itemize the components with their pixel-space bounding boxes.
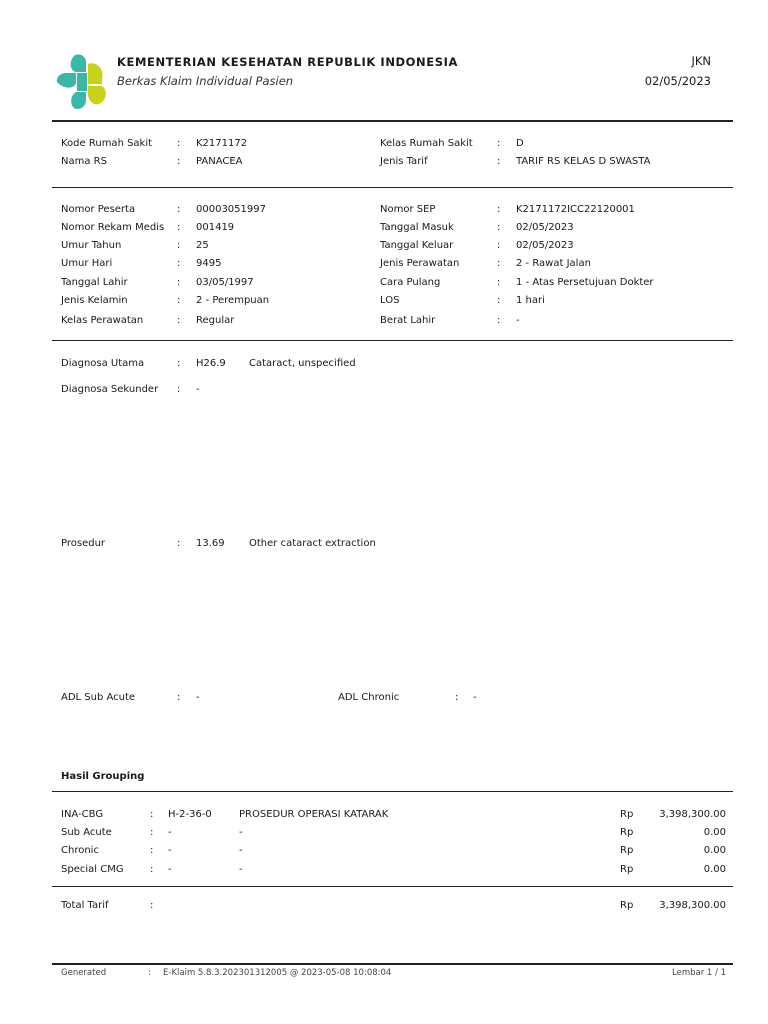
field-value: - bbox=[516, 315, 520, 326]
grouping-row-desc: - bbox=[239, 864, 243, 875]
grouping-row-amount: 0.00 bbox=[703, 864, 726, 875]
grouping-row-code: H-2-36-0 bbox=[168, 809, 212, 820]
colon: : bbox=[497, 295, 501, 306]
adl-chronic-label: ADL Chronic bbox=[338, 692, 400, 703]
total-tarif-amount: 3,398,300.00 bbox=[659, 900, 726, 911]
field-label: Nomor SEP bbox=[380, 204, 436, 215]
logo-leaf-bottom-teal bbox=[71, 92, 86, 109]
field-value: TARIF RS KELAS D SWASTA bbox=[516, 156, 651, 167]
patient-divider bbox=[52, 340, 733, 341]
colon: : bbox=[177, 138, 181, 149]
field-label: Jenis Tarif bbox=[380, 156, 428, 167]
footer-page-number: Lembar 1 / 1 bbox=[672, 968, 726, 978]
document-subtitle: Berkas Klaim Individual Pasien bbox=[117, 74, 294, 88]
colon: : bbox=[497, 277, 501, 288]
colon: : bbox=[497, 204, 501, 215]
grouping-row-code: - bbox=[168, 864, 172, 875]
grouping-row-currency: Rp bbox=[620, 809, 634, 820]
footer-divider bbox=[52, 963, 733, 965]
grouping-row-currency: Rp bbox=[620, 827, 634, 838]
grouping-row-code: - bbox=[168, 845, 172, 856]
colon: : bbox=[497, 240, 501, 251]
field-value: 03/05/1997 bbox=[196, 277, 254, 288]
prosedur-code: 13.69 bbox=[196, 538, 225, 549]
field-value: K2171172ICC22120001 bbox=[516, 204, 635, 215]
diagnosa-utama-desc: Cataract, unspecified bbox=[249, 358, 356, 369]
field-label: Umur Tahun bbox=[61, 240, 122, 251]
prosedur-desc: Other cataract extraction bbox=[249, 538, 376, 549]
field-value: 1 - Atas Persetujuan Dokter bbox=[516, 277, 654, 288]
field-label: Jenis Kelamin bbox=[61, 295, 128, 306]
grouping-row-desc: - bbox=[239, 827, 243, 838]
field-value: PANACEA bbox=[196, 156, 243, 167]
document-title: KEMENTERIAN KESEHATAN REPUBLIK INDONESIA bbox=[117, 55, 459, 69]
field-value: 2 - Rawat Jalan bbox=[516, 258, 591, 269]
field-label: Kode Rumah Sakit bbox=[61, 138, 153, 149]
grouping-row-desc: PROSEDUR OPERASI KATARAK bbox=[239, 809, 389, 820]
field-label: Nomor Rekam Medis bbox=[61, 222, 165, 233]
kemenkes-logo bbox=[55, 52, 111, 112]
field-label: Tanggal Keluar bbox=[380, 240, 454, 251]
colon: : bbox=[177, 538, 181, 549]
field-value: 02/05/2023 bbox=[516, 222, 574, 233]
colon: : bbox=[497, 222, 501, 233]
grouping-row-label: INA-CBG bbox=[61, 809, 104, 820]
field-label: Tanggal Lahir bbox=[61, 277, 128, 288]
grouping-row-amount: 0.00 bbox=[703, 845, 726, 856]
field-label: Nama RS bbox=[61, 156, 107, 167]
colon: : bbox=[497, 138, 501, 149]
colon: : bbox=[177, 384, 181, 395]
field-value: D bbox=[516, 138, 524, 149]
field-label: Kelas Rumah Sakit bbox=[380, 138, 473, 149]
colon: : bbox=[150, 900, 154, 911]
program-label: JKN bbox=[691, 54, 711, 68]
grouping-row-label: Chronic bbox=[61, 845, 99, 856]
field-value: 00003051997 bbox=[196, 204, 266, 215]
diagnosa-utama-label: Diagnosa Utama bbox=[61, 358, 145, 369]
colon: : bbox=[177, 358, 181, 369]
adl-sub-acute-label: ADL Sub Acute bbox=[61, 692, 136, 703]
colon: : bbox=[177, 222, 181, 233]
logo-leaf-top-teal bbox=[71, 54, 86, 72]
grouping-row-desc: - bbox=[239, 845, 243, 856]
header-divider bbox=[52, 120, 733, 122]
hospital-divider bbox=[52, 187, 733, 188]
field-value: 2 - Perempuan bbox=[196, 295, 270, 306]
grouping-row-code: - bbox=[168, 827, 172, 838]
grouping-row-amount: 3,398,300.00 bbox=[659, 809, 726, 820]
colon: : bbox=[177, 156, 181, 167]
grouping-divider-top bbox=[52, 791, 733, 792]
colon: : bbox=[177, 277, 181, 288]
field-label: Kelas Perawatan bbox=[61, 315, 144, 326]
logo-leaf-right-yellow bbox=[88, 63, 103, 84]
field-label: Umur Hari bbox=[61, 258, 113, 269]
field-label: Berat Lahir bbox=[380, 315, 436, 326]
field-label: Cara Pulang bbox=[380, 277, 441, 288]
colon: : bbox=[150, 809, 154, 820]
grouping-row-label: Special CMG bbox=[61, 864, 124, 875]
colon: : bbox=[148, 968, 151, 978]
grouping-title: Hasil Grouping bbox=[61, 771, 145, 782]
field-label: LOS bbox=[380, 295, 400, 306]
field-value: 1 hari bbox=[516, 295, 545, 306]
field-value: 25 bbox=[196, 240, 209, 251]
logo-leaf-lower-yellow bbox=[88, 86, 106, 104]
colon: : bbox=[177, 258, 181, 269]
logo-cross-center bbox=[77, 73, 87, 91]
diagnosa-sekunder-label: Diagnosa Sekunder bbox=[61, 384, 159, 395]
footer-generated-value: E-Klaim 5.8.3.202301312005 @ 2023-05-08 10:08:04 bbox=[163, 968, 392, 978]
colon: : bbox=[177, 240, 181, 251]
colon: : bbox=[497, 156, 501, 167]
field-label: Jenis Perawatan bbox=[380, 258, 460, 269]
total-tarif-label: Total Tarif bbox=[61, 900, 109, 911]
field-value: 02/05/2023 bbox=[516, 240, 574, 251]
field-value: Regular bbox=[196, 315, 235, 326]
colon: : bbox=[177, 692, 181, 703]
adl-chronic-value: - bbox=[473, 692, 477, 703]
colon: : bbox=[177, 204, 181, 215]
prosedur-label: Prosedur bbox=[61, 538, 106, 549]
diagnosa-utama-code: H26.9 bbox=[196, 358, 226, 369]
field-value: 9495 bbox=[196, 258, 222, 269]
colon: : bbox=[177, 295, 181, 306]
adl-sub-acute-value: - bbox=[196, 692, 200, 703]
colon: : bbox=[150, 827, 154, 838]
colon: : bbox=[497, 258, 501, 269]
field-label: Nomor Peserta bbox=[61, 204, 136, 215]
grouping-row-currency: Rp bbox=[620, 845, 634, 856]
grouping-row-amount: 0.00 bbox=[703, 827, 726, 838]
diagnosa-sekunder-value: - bbox=[196, 384, 200, 395]
field-label: Tanggal Masuk bbox=[380, 222, 454, 233]
field-value: 001419 bbox=[196, 222, 235, 233]
grouping-row-label: Sub Acute bbox=[61, 827, 112, 838]
colon: : bbox=[150, 845, 154, 856]
field-value: K2171172 bbox=[196, 138, 248, 149]
colon: : bbox=[177, 315, 181, 326]
grouping-row-currency: Rp bbox=[620, 864, 634, 875]
logo-leaf-left-teal bbox=[57, 73, 76, 88]
total-tarif-currency: Rp bbox=[620, 900, 634, 911]
document-date: 02/05/2023 bbox=[644, 74, 711, 88]
grouping-divider-bottom bbox=[52, 886, 733, 887]
colon: : bbox=[150, 864, 154, 875]
colon: : bbox=[497, 315, 501, 326]
footer-generated-label: Generated bbox=[61, 968, 107, 978]
colon: : bbox=[455, 692, 459, 703]
